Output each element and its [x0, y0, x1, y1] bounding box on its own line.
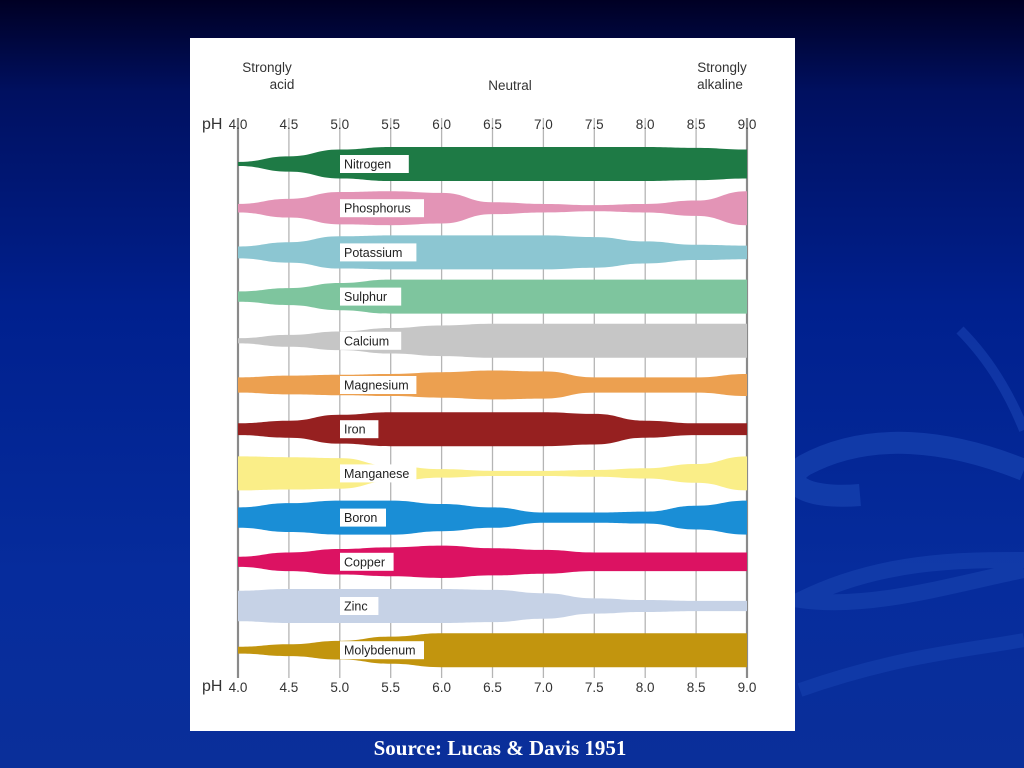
tick-bottom-6.0: 6.0: [432, 680, 451, 695]
tick-top-9.0: 9.0: [737, 117, 757, 132]
tick-bottom-5.5: 5.5: [381, 680, 401, 695]
tick-top-7.5: 7.5: [584, 117, 604, 132]
tick-top-7.0: 7.0: [534, 117, 553, 132]
band-shape-potassium: [238, 235, 747, 269]
band-label-copper: Copper: [344, 555, 385, 570]
acid-label-line2: acid: [269, 77, 295, 92]
band-shape-copper: [238, 546, 747, 578]
band-label-molybdenum: Molybdenum: [344, 643, 416, 658]
ph-ticks-bottom: [229, 680, 757, 695]
source-text: Source: Lucas & Davis 1951: [373, 736, 627, 760]
band-label-manganese: Manganese: [344, 466, 410, 481]
band-iron: [238, 412, 747, 446]
ph-ticks-top: [229, 117, 757, 132]
band-nitrogen: [238, 147, 747, 181]
neutral-label: Neutral: [488, 78, 532, 93]
band-label-nitrogen: Nitrogen: [344, 157, 392, 172]
alkaline-label-line2: alkaline: [697, 77, 743, 92]
ph-nutrient-chart: [190, 38, 795, 731]
band-label-magnesium: Magnesium: [344, 378, 409, 393]
tick-top-8.0: 8.0: [635, 117, 655, 132]
band-molybdenum: [238, 633, 747, 667]
tick-bottom-6.5: 6.5: [483, 680, 502, 695]
band-shape-calcium: [238, 324, 747, 358]
source-caption: [0, 736, 1000, 761]
ph-label-top: pH: [202, 116, 223, 133]
ph-label-bottom: pH: [202, 678, 223, 695]
tick-top-6.5: 6.5: [483, 117, 502, 132]
band-label-phosphorus: Phosphorus: [344, 201, 411, 216]
band-shape-molybdenum: [238, 633, 747, 667]
band-zinc: [238, 589, 747, 623]
tick-bottom-8.5: 8.5: [686, 680, 706, 695]
band-calcium: [238, 324, 747, 358]
band-shape-iron: [238, 412, 747, 446]
band-shape-sulphur: [238, 280, 747, 314]
band-sulphur: [238, 280, 747, 314]
tick-bottom-8.0: 8.0: [635, 680, 655, 695]
band-magnesium: [238, 371, 747, 400]
tick-top-5.5: 5.5: [381, 117, 401, 132]
band-potassium: [238, 235, 747, 269]
band-label-iron: Iron: [344, 422, 366, 437]
chart-panel: [190, 38, 795, 731]
band-label-calcium: Calcium: [344, 334, 390, 349]
tick-bottom-7.5: 7.5: [584, 680, 604, 695]
tick-top-5.0: 5.0: [330, 117, 350, 132]
tick-bottom-4.0: 4.0: [228, 680, 248, 695]
tick-top-6.0: 6.0: [432, 117, 451, 132]
band-label-zinc: Zinc: [344, 599, 368, 614]
tick-bottom-5.0: 5.0: [330, 680, 350, 695]
band-shape-zinc: [238, 589, 747, 623]
tick-top-8.5: 8.5: [686, 117, 706, 132]
tick-bottom-9.0: 9.0: [737, 680, 757, 695]
tick-top-4.5: 4.5: [279, 117, 299, 132]
alkaline-label-line1: Strongly: [697, 60, 747, 75]
band-copper: [238, 546, 747, 578]
band-shape-magnesium: [238, 371, 747, 400]
band-label-boron: Boron: [344, 511, 378, 526]
tick-top-4.0: 4.0: [228, 117, 248, 132]
band-label-sulphur: Sulphur: [344, 290, 388, 305]
tick-bottom-7.0: 7.0: [534, 680, 553, 695]
band-label-potassium: Potassium: [344, 245, 403, 260]
tick-bottom-4.5: 4.5: [279, 680, 299, 695]
acid-label-line1: Strongly: [242, 60, 292, 75]
band-shape-nitrogen: [238, 147, 747, 181]
